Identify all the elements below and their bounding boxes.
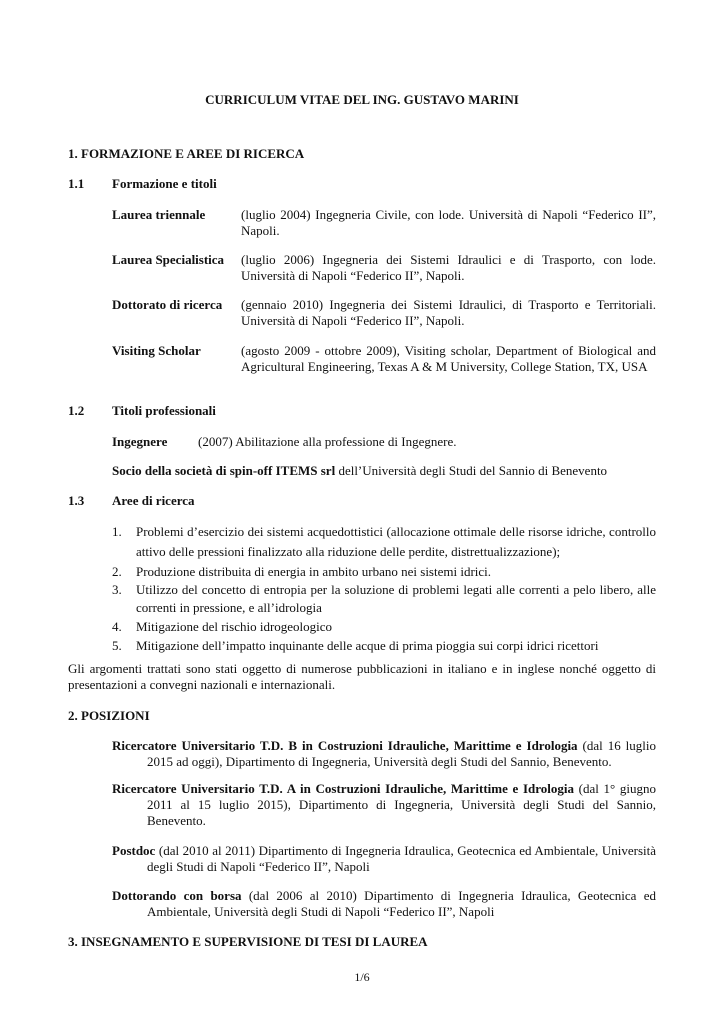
ingegnere-detail: (2007) Abilitazione alla professione di Ingegnere.: [198, 434, 457, 449]
list-number: 4.: [112, 619, 122, 634]
list-item-text: Utilizzo del concetto di entropia per la soluzione di problemi legati alle correnti a pelo libero, alle correnti in pressione, e all’idrologia: [136, 582, 656, 615]
spin-off-detail: dell’Università degli Studi del Sannio di Benevento: [335, 463, 608, 478]
degree-detail: (gennaio 2010) Ingegneria dei Sistemi Idraulici, di Trasporto e Territoriali. Università di Napoli “Federico II”, Napoli.: [241, 297, 656, 328]
subsection-1-1-number: 1.1: [68, 176, 85, 191]
degree-label: Laurea triennale: [112, 207, 206, 222]
position-title: Ricercatore Universitario T.D. B in Costruzioni Idrauliche, Marittime e Idrologia: [112, 738, 578, 753]
degree-detail: (luglio 2004) Ingegneria Civile, con lode. Università di Napoli “Federico II”, Napoli.: [241, 207, 656, 238]
subsection-1-3-title: Aree di ricerca: [112, 493, 195, 508]
degree-label: Laurea Specialistica: [112, 252, 225, 267]
position-title: Dottorando con borsa: [112, 888, 242, 903]
position-detail: (dal 2010 al 2011) Dipartimento di Ingegneria Idraulica, Geotecnica ed Ambientale, Università degli Studi di Napoli “Federico II”, Napoli: [147, 843, 656, 874]
position-entry: [112, 843, 656, 875]
degree-detail: (luglio 2006) Ingegneria dei Sistemi Idraulici e di Trasporto, con lode. Università di Napoli “Federico II”, Napoli.: [241, 252, 656, 283]
spin-off-label: Socio della società di spin-off ITEMS srl: [112, 463, 336, 478]
section-2-heading: 2. POSIZIONI: [68, 708, 150, 723]
list-item-text: Mitigazione del rischio idrogeologico: [136, 619, 333, 634]
spin-off-line: [112, 463, 672, 479]
list-number: 5.: [112, 638, 122, 653]
degree-detail: (agosto 2009 - ottobre 2009), Visiting scholar, Department of Biological and Agricultural Engineering, Texas A & M University, College Station, TX, USA: [241, 343, 656, 374]
subsection-1-3-number: 1.3: [68, 493, 85, 508]
research-areas-list: [112, 522, 656, 655]
list-item: [112, 522, 656, 562]
degree-label: Dottorato di ricerca: [112, 297, 223, 312]
list-item-text: Mitigazione dell’impatto inquinante delle acque di prima pioggia sui corpi idrici ricettori: [136, 638, 599, 653]
position-title: Ricercatore Universitario T.D. A in Costruzioni Idrauliche, Marittime e Idrologia: [112, 781, 575, 796]
position-entry: [112, 781, 656, 829]
section-1-heading: 1. FORMAZIONE E AREE DI RICERCA: [68, 146, 305, 161]
list-item-text: Problemi d’esercizio dei sistemi acquedottistici (allocazione ottimale delle risorse idriche, controllo attivo delle pressioni finalizzato alla riduzione delle perdite, distrettualizzazione);: [136, 524, 656, 559]
list-number: 3.: [112, 582, 122, 597]
ingegnere-label: Ingegnere: [112, 434, 168, 449]
position-entry: [112, 888, 656, 920]
subsection-1-2-title: Titoli professionali: [112, 403, 216, 418]
list-number: 1.: [112, 524, 122, 539]
position-detail: (dal 1° giugno 2011 al 15 luglio 2015), Dipartimento di Ingegneria, Università degli Studi del Sannio, Benevento.: [147, 781, 656, 828]
position-entry: [112, 738, 656, 770]
position-detail: (dal 2006 al 2010) Dipartimento di Ingegneria Idraulica, Geotecnica ed Ambientale, Università degli Studi di Napoli “Federico II”, Napoli: [147, 888, 656, 919]
list-item: [112, 581, 656, 617]
list-item: [112, 636, 656, 655]
list-item: [112, 617, 656, 636]
research-paragraph: Gli argomenti trattati sono stati oggetto di numerose pubblicazioni in italiano e in inglese nonché oggetto di presentazioni a convegni nazionali e internazionali.: [68, 661, 656, 692]
section-3-heading: 3. INSEGNAMENTO E SUPERVISIONE DI TESI DI LAUREA: [68, 934, 428, 949]
subsection-1-1-title: Formazione e titoli: [112, 176, 217, 191]
list-item-text: Produzione distribuita di energia in ambito urbano nei sistemi idrici.: [136, 564, 492, 579]
degree-label: Visiting Scholar: [112, 343, 201, 358]
document-title: CURRICULUM VITAE DEL ING. GUSTAVO MARINI: [205, 92, 519, 107]
position-title: Postdoc: [112, 843, 156, 858]
position-detail: (dal 16 luglio 2015 ad oggi), Dipartimento di Ingegneria, Università degli Studi del Sannio, Benevento.: [147, 738, 657, 769]
subsection-1-2-number: 1.2: [68, 403, 85, 418]
list-item: [112, 562, 656, 581]
list-number: 2.: [112, 564, 122, 579]
page-number: 1/6: [354, 970, 370, 984]
